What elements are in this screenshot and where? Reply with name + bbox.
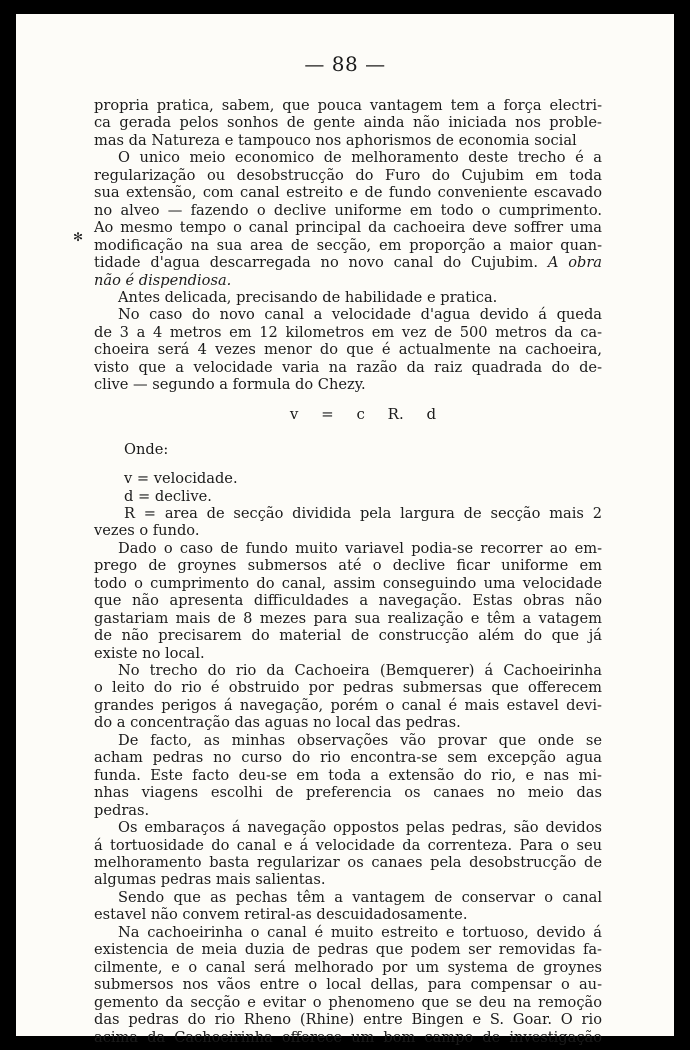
text-line: Antes delicada, precisando de habilidade e pratica. [118,288,498,306]
document-page [16,14,674,1046]
margin-mark: ✻ [73,230,84,244]
text-line: todo o cumprimento do canal, assim conseguindo uma velocidade [94,574,602,592]
text-line: Os embaraços á navegação oppostos pelas pedras, são devidos [118,819,602,837]
page-number: — 88 — [304,52,386,76]
text-line: Sendo que as pechas têm a vantagem de conservar o canal [118,888,602,906]
text-segment: tidade d'agua descarregada no novo canal do Cujubim. [94,254,538,272]
text-line: á tortuosidade do canal e á velocidade da correnteza. Para o seu [94,836,602,854]
definition-line: d = declive. [124,487,212,505]
text-line: das pedras do rio Rheno (Rhine) entre Bingen e S. Goar. O rio [94,1011,602,1029]
spacer [94,458,602,470]
text-line: de não precisarem do material de construcção além do que já [94,627,602,645]
text-line: grandes perigos á navegação, porém o canal é mais estavel devi- [94,696,602,714]
text-line: ca gerada pelos sonhos de gente ainda não iniciada nos proble- [94,114,602,132]
text-line: Onde: [124,440,169,458]
italic-segment: A obra [547,254,602,272]
text-line: de 3 a 4 metros em 12 kilometros em vez de 500 metros da ca- [94,323,602,341]
definition-line: R = area de secção dividida pela largura de secção mais 2 [124,504,602,522]
text-line: gastariam mais de 8 mezes para sua realização e têm a vatagem [94,609,602,627]
text-line: No trecho do rio da Cachoeira (Bemquerer) á Cachoeirinha [118,662,602,680]
text-line: do a concentração das aguas no local das pedras. [94,714,461,732]
text-line: choeira será 4 vezes menor do que é actualmente na cachoeira, [94,341,602,359]
chezy-formula: v = c R. d [289,404,437,423]
text-line: melhoramento basta regularizar os canaes pela desobstrucção de [94,854,602,872]
text-line: No caso do novo canal a velocidade d'agua devido á queda [118,306,602,324]
text-line: o leito do rio é obstruido por pedras submersas que offerecem [94,679,602,697]
text-line: estavel não convem retiral-as descuidadosamente. [94,906,468,924]
text-line: cilmente, e o canal será melhorado por um systema de groynes [94,958,602,976]
text-line: pedras. [94,801,150,819]
body-text [94,97,602,1046]
spacer [94,423,602,440]
text-line: mas da Natureza e tampouco nos aphorismos de economia social [94,131,577,149]
text-line: Dado o caso de fundo muito variavel podia-se recorrer ao em- [118,539,602,557]
text-line: De facto, as minhas observações vão provar que onde se [118,731,602,749]
text-line: sua extensão, com canal estreito e de fundo conveniente escavado [94,184,602,202]
text-line: visto que a velocidade varia na razão da raiz quadrada do de- [94,358,602,376]
text-line: existencia de meia duzia de pedras que podem ser removidas fa- [94,941,602,959]
text-line: algumas pedras mais salientas. [94,871,326,889]
text-line: no alveo — fazendo o declive uniforme em todo o cumprimento. [94,201,602,219]
text-line: gemento da secção e evitar o phenomeno que se deu na remoção [94,993,602,1011]
text-line [94,254,602,271]
text-line: propria pratica, sabem, que pouca vantagem tem a força electri- [94,97,602,114]
definition-line: v = velocidade. [124,470,238,488]
text-line: Na cachoeirinha o canal é muito estreito e tortuoso, devido á [118,923,602,941]
text-line: clive — segundo a formula do Chezy. [94,376,366,394]
text-line: regularização ou desobstrucção do Furo do Cujubim em toda [94,166,602,184]
spacer [94,394,602,406]
text-line: O unico meio economico de melhoramento deste trecho é a [118,149,602,167]
text-line: vezes o fundo. [94,522,200,540]
text-line: não é dispendiosa. [94,271,232,289]
text-line: funda. Este facto deu-se em toda a extensão do rio, e nas mi- [94,766,602,784]
text-line: Ao mesmo tempo o canal principal da cachoeira deve soffrer uma [94,219,602,237]
text-line: modificação na sua area de secção, em proporção a maior quan- [94,236,602,254]
text-line: existe no local. [94,644,205,662]
text-line: nhas viagens escolhi de preferencia os canaes no meio das [94,784,602,802]
text-line: acham pedras no curso do rio encontra-se sem excepção agua [94,749,602,767]
text-line: submersos nos vãos entre o local dellas, para compensar o au- [94,976,602,994]
text-line: acima da Cachoeirinha offerece um bom campo de investigação [94,1028,602,1046]
text-line: que não apresenta difficuldades a navegação. Estas obras não [94,592,602,610]
text-line: prego de groynes submersos até o declive ficar uniforme em [94,557,602,575]
